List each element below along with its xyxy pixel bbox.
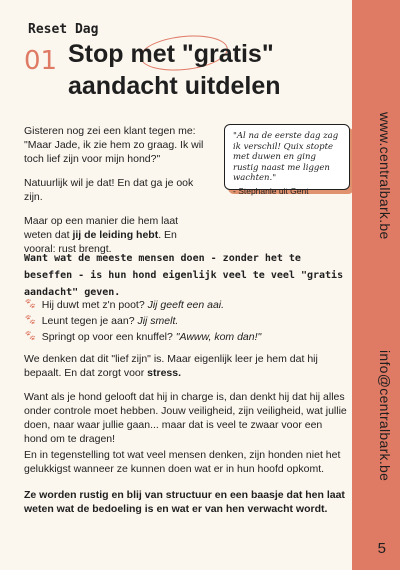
section-number: 01 [24, 46, 58, 76]
intro-column [24, 124, 204, 256]
website-url[interactable]: www.centralbark.be [377, 112, 393, 240]
kicker: Reset Dag [28, 22, 99, 37]
list-item: 🐾︎ Hij duwt met z'n poot? Jij geeft een aai. [24, 299, 225, 311]
list-item: 🐾︎ Leunt tegen je aan? Jij smelt. [24, 315, 179, 327]
examples-list [24, 298, 344, 346]
page-title-line2: aandacht uitdelen [68, 72, 281, 100]
page-title-line1: Stop met "gratis" [68, 40, 274, 68]
intro-paragraph-1: Gisteren nog zei een klant tegen me: "Maar Jade, ik zie hem zo graag. Ik wil toch lief zijn voor mijn hond?" [24, 125, 204, 165]
paw-icon: 🐾︎ [24, 331, 37, 342]
page-number: 5 [377, 540, 386, 557]
email-address[interactable]: info@centralbark.be [377, 350, 393, 482]
testimonial-card [224, 124, 350, 196]
intro-paragraph-3: Maar op een manier die hem laat weten dat jij de leiding hebt. En vooral: rust brengt. [24, 215, 179, 255]
testimonial-text: "Al na de eerste dag zag ik verschil! Quix stopte met duwen en ging rustig naast me liggen wachten." [233, 131, 339, 183]
sidebar [352, 0, 400, 570]
body-paragraph-3: En in tegenstelling tot wat veel mensen denken, zijn honden niet het gelukkigst wanneer ze kunnen doen wat er in hun hoofd opkomt. [24, 449, 341, 475]
body-paragraph-4: Ze worden rustig en blij van structuur en een baasje dat hen laat weten wat de bedoeling is en wat er van hen verwacht wordt. [24, 489, 345, 515]
list-item: 🐾︎ Springt op voor een knuffel? "Awww, kom dan!" [24, 331, 262, 343]
body-paragraph-1: We denken dat dit "lief zijn" is. Maar eigenlijk leer je hem dat hij bepaalt. En dat zorgt voor stress. [24, 353, 318, 379]
highlight-statement: Want wat de meeste mensen doen - zonder het te beseffen - is hun hond eigenlijk veel te veel "gratis aandacht" geven. [24, 253, 344, 298]
body-paragraph-2: Want als je hond gelooft dat hij in charge is, dan denkt hij dat hij alles onder controle moet hebben. Jouw veiligheid, zijn veiligheid, wat jullie doen, naar waar jullie gaan... maar dat is veel te zwaar voor een hond om te dragen! [24, 391, 347, 445]
intro-paragraph-2: Natuurlijk wil je dat! En dat ga je ook zijn. [24, 177, 194, 203]
paw-icon: 🐾︎ [24, 315, 37, 326]
paw-icon: 🐾︎ [24, 299, 37, 310]
testimonial-source: - Stephanie uit Gent [233, 185, 309, 196]
